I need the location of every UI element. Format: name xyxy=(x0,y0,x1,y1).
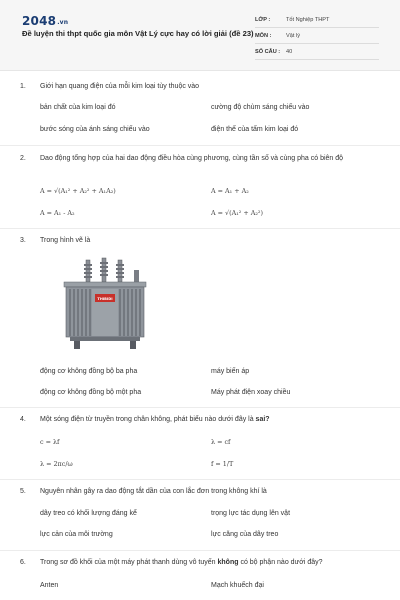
question-number: 2. xyxy=(20,155,26,162)
question-text: Trong hình vẽ là xyxy=(40,237,91,244)
q3-option-c[interactable]: động cơ không đồng bộ một pha xyxy=(40,389,142,396)
site-logo[interactable] xyxy=(22,14,68,28)
question-text-main: Trong sơ đồ khối của một máy phát thanh dùng vô tuyến xyxy=(40,559,218,566)
q1-option-b[interactable]: cường độ chùm sáng chiếu vào xyxy=(211,104,310,111)
question-number: 5. xyxy=(20,488,26,495)
question-1 xyxy=(20,82,380,93)
q5-option-c[interactable]: lực cản của môi trường xyxy=(40,531,113,538)
question-number: 1. xyxy=(20,83,26,90)
meta-class-value: Tốt Nghiệp THPT xyxy=(286,17,330,23)
q2-option-d[interactable]: A = √(A₁² + A₂²) xyxy=(211,209,263,217)
question-text-tail: có bộ phận nào dưới đây? xyxy=(238,559,323,566)
question-4 xyxy=(20,415,380,426)
divider xyxy=(0,407,400,408)
q4-option-a[interactable]: c = λf xyxy=(40,438,60,446)
question-text xyxy=(40,415,380,426)
question-2 xyxy=(20,154,380,165)
question-text: Dao động tổng hợp của hai dao động điều hòa cùng phương, cùng tần số và cùng pha có biên độ xyxy=(40,155,344,162)
page-header xyxy=(0,0,400,71)
meta-class xyxy=(255,14,379,28)
q4-option-b[interactable]: λ = cf xyxy=(211,438,231,446)
q5-option-b[interactable]: trọng lực tác dụng lên vật xyxy=(211,510,291,517)
question-number: 4. xyxy=(20,416,26,423)
meta-count xyxy=(255,46,379,60)
q2-option-a[interactable]: A = √(A₁² + A₂² + A₁A₂) xyxy=(40,187,116,195)
q2-option-c[interactable]: A = A₁ - A₂ xyxy=(40,209,75,217)
q3-option-b[interactable]: máy biến áp xyxy=(211,368,250,375)
q1-option-c[interactable]: bước sóng của ánh sáng chiếu vào xyxy=(40,126,150,133)
q4-option-c[interactable]: λ = 2πc/ω xyxy=(40,460,73,468)
divider xyxy=(0,228,400,229)
logo-suffix: .vn xyxy=(57,19,69,26)
meta-count-value: 40 xyxy=(286,49,293,55)
divider xyxy=(0,550,400,551)
question-text xyxy=(40,558,380,569)
question-5 xyxy=(20,487,380,498)
meta-subject xyxy=(255,30,379,44)
question-text-main: Một sóng điện từ truyền trong chân không, phát biểu nào dưới đây là xyxy=(40,416,256,423)
q6-option-a[interactable]: Anten xyxy=(40,582,59,589)
q3-option-a[interactable]: động cơ không đồng bộ ba pha xyxy=(40,368,138,375)
q4-option-d[interactable]: f = 1/T xyxy=(211,460,234,468)
question-3 xyxy=(20,236,380,247)
logo-main: 2048 xyxy=(22,14,57,28)
exam-title: Đề luyện thi thpt quốc gia môn Vật Lý cực hay có lời giải (đề 23) xyxy=(22,29,254,38)
question-text-emphasis: sai? xyxy=(255,416,270,423)
question-text: Giới hạn quang điện của mỗi kim loại tùy thuộc vào xyxy=(40,83,200,90)
q6-option-b[interactable]: Mạch khuếch đại xyxy=(211,582,264,589)
meta-count-key: SỐ CÂU : xyxy=(255,49,281,55)
transformer-image xyxy=(52,256,158,356)
question-number: 3. xyxy=(20,237,26,244)
question-number: 6. xyxy=(20,559,26,566)
q5-option-a[interactable]: dây treo có khối lượng đáng kể xyxy=(40,510,137,517)
divider xyxy=(0,479,400,480)
meta-subject-value: Vật lý xyxy=(286,33,300,39)
question-text: Nguyên nhân gây ra dao động tắt dần của con lắc đơn trong không khí là xyxy=(40,488,267,495)
meta-class-key: LỚP : xyxy=(255,17,271,23)
q1-option-d[interactable]: điện thế của tấm kim loại đó xyxy=(211,126,299,133)
divider xyxy=(0,145,400,146)
meta-subject-key: MÔN : xyxy=(255,33,272,39)
q5-option-d[interactable]: lực căng của dây treo xyxy=(211,531,279,538)
q2-option-b[interactable]: A = A₁ + A₂ xyxy=(211,187,249,195)
q1-option-a[interactable]: bản chất của kim loại đó xyxy=(40,104,116,111)
q3-option-d[interactable]: Máy phát điện xoay chiều xyxy=(211,389,291,396)
transformer-plate-text: THIBIDI xyxy=(97,297,113,301)
question-6 xyxy=(20,558,380,569)
question-text-emphasis: không xyxy=(217,559,239,566)
